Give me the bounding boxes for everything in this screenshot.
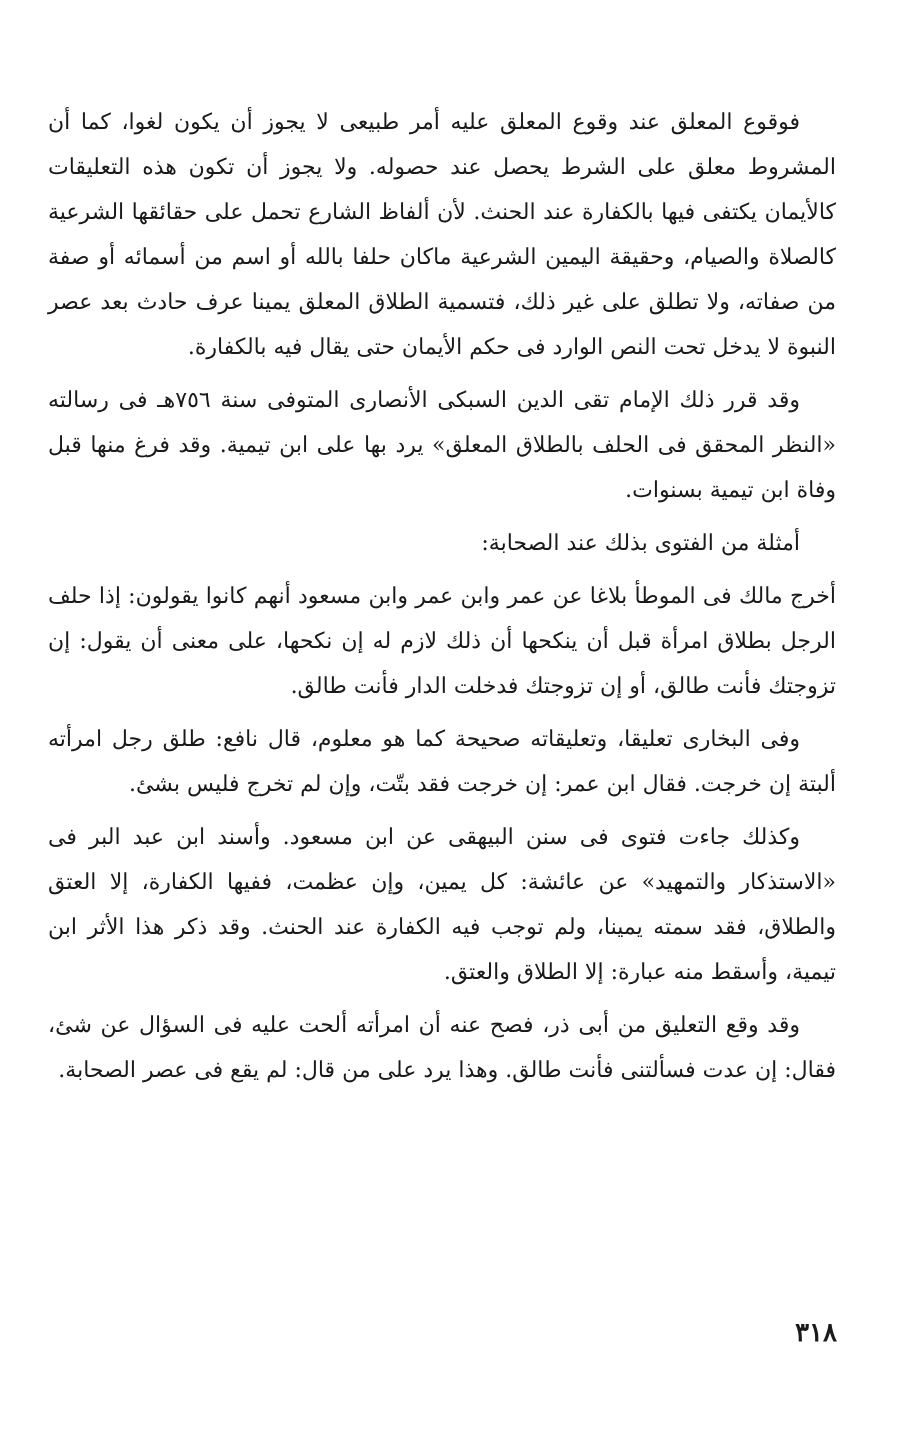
- paragraph-bayhaqi: وكذلك جاءت فتوى فى سنن البيهقى عن ابن مسعود. وأسند ابن عبد البر فى «الاستذكار والتمهيد» عن عائشة: كل يمين، وإن عظمت، ففيها الكفارة، إلا العتق والطلاق، فقد سمته يمينا، ولم توجب فيه الكفارة عند الحنث. وقد ذكر هذا الأثر ابن تيمية، وأسقط منه عبارة: إلا الطلاق والعتق.: [48, 825, 836, 985]
- paragraph-bukhari: وفى البخارى تعليقا، وتعليقاته صحيحة كما هو معلوم، قال نافع: طلق رجل امرأته ألبتة إن خرجت. فقال ابن عمر: إن خرجت فقد بتّت، وإن لم تخرج فليس بشئ.: [48, 727, 836, 797]
- paragraph-conditional-divorce: فوقوع المعلق عند وقوع المعلق عليه أمر طبيعى لا يجوز أن يكون لغوا، كما أن المشروط معلق على الشرط يحصل عند حصوله. ولا يجوز أن تكون هذه التعليقات كالأيمان يكتفى فيها بالكفارة عند الحنث. لأن ألفاظ الشارع تحمل على حقائقها الشرعية كالصلاة والصيام، وحقيقة اليمين الشرعية ماكان حلفا بالله أو اسم من أسمائه أو صفة من صفاته، ولا تطلق على غير ذلك، فتسمية الطلاق المعلق يمينا عرف حادث بعد عصر النبوة لا يدخل تحت النص الوارد فى حكم الأيمان حتى يقال فيه بالكفارة.: [48, 110, 836, 360]
- paragraph-muwatta: أخرج مالك فى الموطأ بلاغا عن عمر وابن عمر وابن مسعود أنهم كانوا يقولون: إذا حلف الرجل بطلاق امرأة قبل أن ينكحها أن ذلك لازم له إن نكحها، على معنى أن يقول: إن تزوجتك فأنت طالق، أو إن تزوجتك فدخلت الدار فأنت طالق.: [48, 584, 836, 699]
- paragraph-abu-dharr: وقد وقع التعليق من أبى ذر، فصح عنه أن امرأته ألحت عليه فى السؤال عن شئ، فقال: إن عدت فسألتنى فأنت طالق. وهذا يرد على من قال: لم يقع فى عصر الصحابة.: [48, 1013, 836, 1083]
- document-body: [48, 100, 836, 1101]
- page-number: ٣١٨: [795, 1318, 837, 1348]
- paragraph-subki-treatise: وقد قرر ذلك الإمام تقى الدين السبكى الأنصارى المتوفى سنة ٧٥٦هـ فى رسالته «النظر المحقق فى الحلف بالطلاق المعلق» يرد بها على ابن تيمية. وقد فرغ منها قبل وفاة ابن تيمية بسنوات.: [48, 388, 836, 503]
- section-heading-companion-examples: أمثلة من الفتوى بذلك عند الصحابة:: [481, 531, 800, 556]
